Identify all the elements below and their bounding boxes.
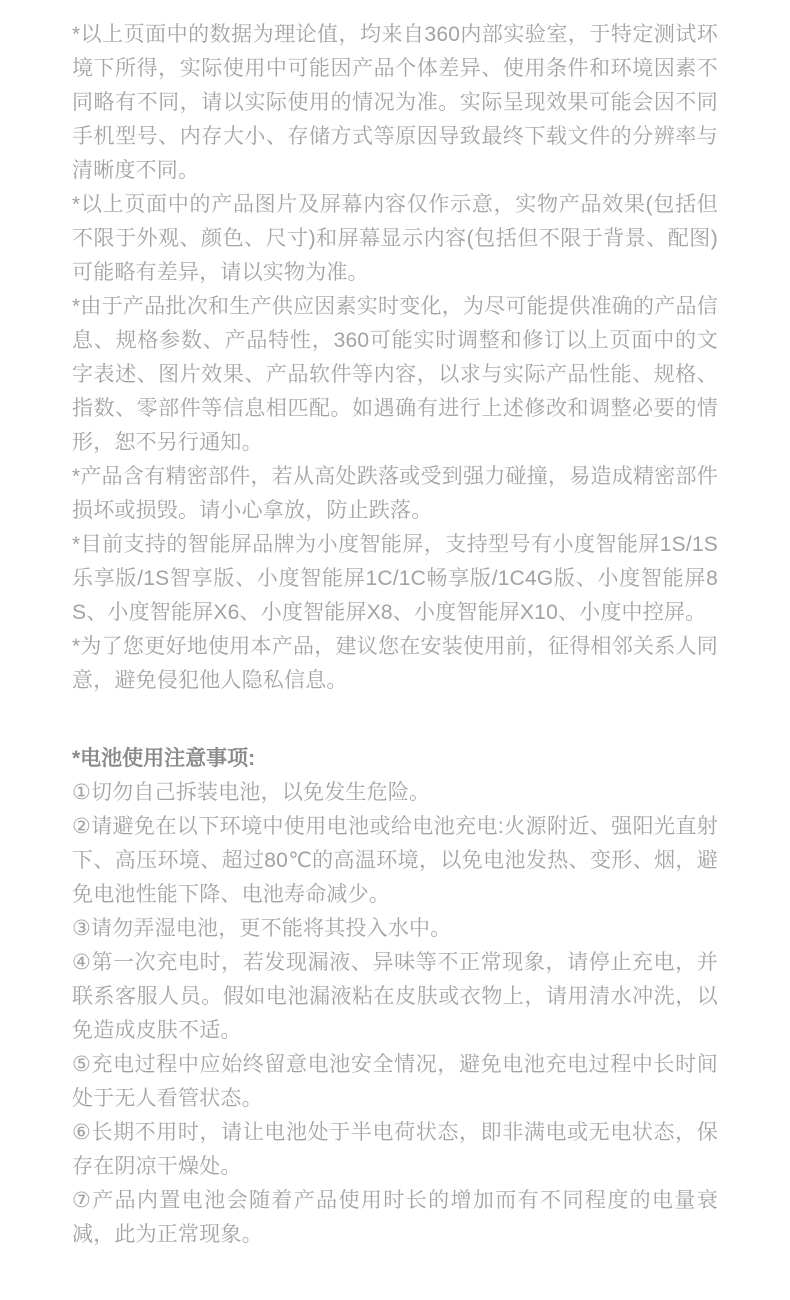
battery-notice-item-3: ③请勿弄湿电池，更不能将其投入水中。 [72, 917, 452, 940]
disclaimer-paragraph-privacy-consent: *为了您更好地使用本产品，建议您在安装使用前，征得相邻关系人同意，避免侵犯他人隐私信息。 [72, 635, 718, 692]
disclaimer-paragraph-precision-parts: *产品含有精密部件，若从高处跌落或受到强力碰撞，易造成精密部件损坏或损毁。请小心拿放，防止跌落。 [72, 465, 718, 522]
battery-notice-item-4: ④第一次充电时，若发现漏液、异味等不正常现象，请停止充电，并联系客服人员。假如电池漏液粘在皮肤或衣物上，请用清水冲洗，以免造成皮肤不适。 [72, 951, 718, 1042]
disclaimer-paragraph-product-images: *以上页面中的产品图片及屏幕内容仅作示意，实物产品效果(包括但不限于外观、颜色、尺寸)和屏幕显示内容(包括但不限于背景、配图)可能略有差异，请以实物为准。 [72, 193, 718, 284]
battery-notice-item-2: ②请避免在以下环境中使用电池或给电池充电:火源附近、强阳光直射下、高压环境、超过80℃的高温环境，以免电池发热、变形、烟，避免电池性能下降、电池寿命减少。 [72, 815, 718, 906]
battery-notice-item-5: ⑤充电过程中应始终留意电池安全情况，避免电池充电过程中长时间处于无人看管状态。 [72, 1053, 718, 1110]
battery-notice-heading: *电池使用注意事项: [72, 747, 256, 770]
battery-notice-section [72, 742, 718, 1252]
battery-notice-item-1: ①切勿自己拆装电池，以免发生危险。 [72, 781, 431, 804]
disclaimer-paragraph-supported-screens: *目前支持的智能屏品牌为小度智能屏，支持型号有小度智能屏1S/1S乐享版/1S智享版、小度智能屏1C/1C畅享版/1C4G版、小度智能屏8S、小度智能屏X6、小度智能屏X8、小度智能屏X10、小度中控屏。 [72, 533, 718, 624]
disclaimer-paragraph-product-batches: *由于产品批次和生产供应因素实时变化，为尽可能提供准确的产品信息、规格参数、产品特性，360可能实时调整和修订以上页面中的文字表述、图片效果、产品软件等内容，以求与实际产品性能、规格、指数、零部件等信息相匹配。如遇确有进行上述修改和调整必要的情形，恕不另行通知。 [72, 295, 718, 454]
battery-notice-item-7: ⑦产品内置电池会随着产品使用时长的增加而有不同程度的电量衰减，此为正常现象。 [72, 1189, 718, 1246]
battery-notice-item-6: ⑥长期不用时，请让电池处于半电荷状态，即非满电或无电状态，保存在阴凉干燥处。 [72, 1121, 718, 1178]
disclaimer-section [72, 18, 718, 698]
disclaimer-paragraph-theoretical-values: *以上页面中的数据为理论值，均来自360内部实验室，于特定测试环境下所得，实际使用中可能因产品个体差异、使用条件和环境因素不同略有不同，请以实际使用的情况为准。实际呈现效果可能会因不同手机型号、内存大小、存储方式等原因导致最终下载文件的分辨率与清晰度不同。 [72, 23, 718, 182]
